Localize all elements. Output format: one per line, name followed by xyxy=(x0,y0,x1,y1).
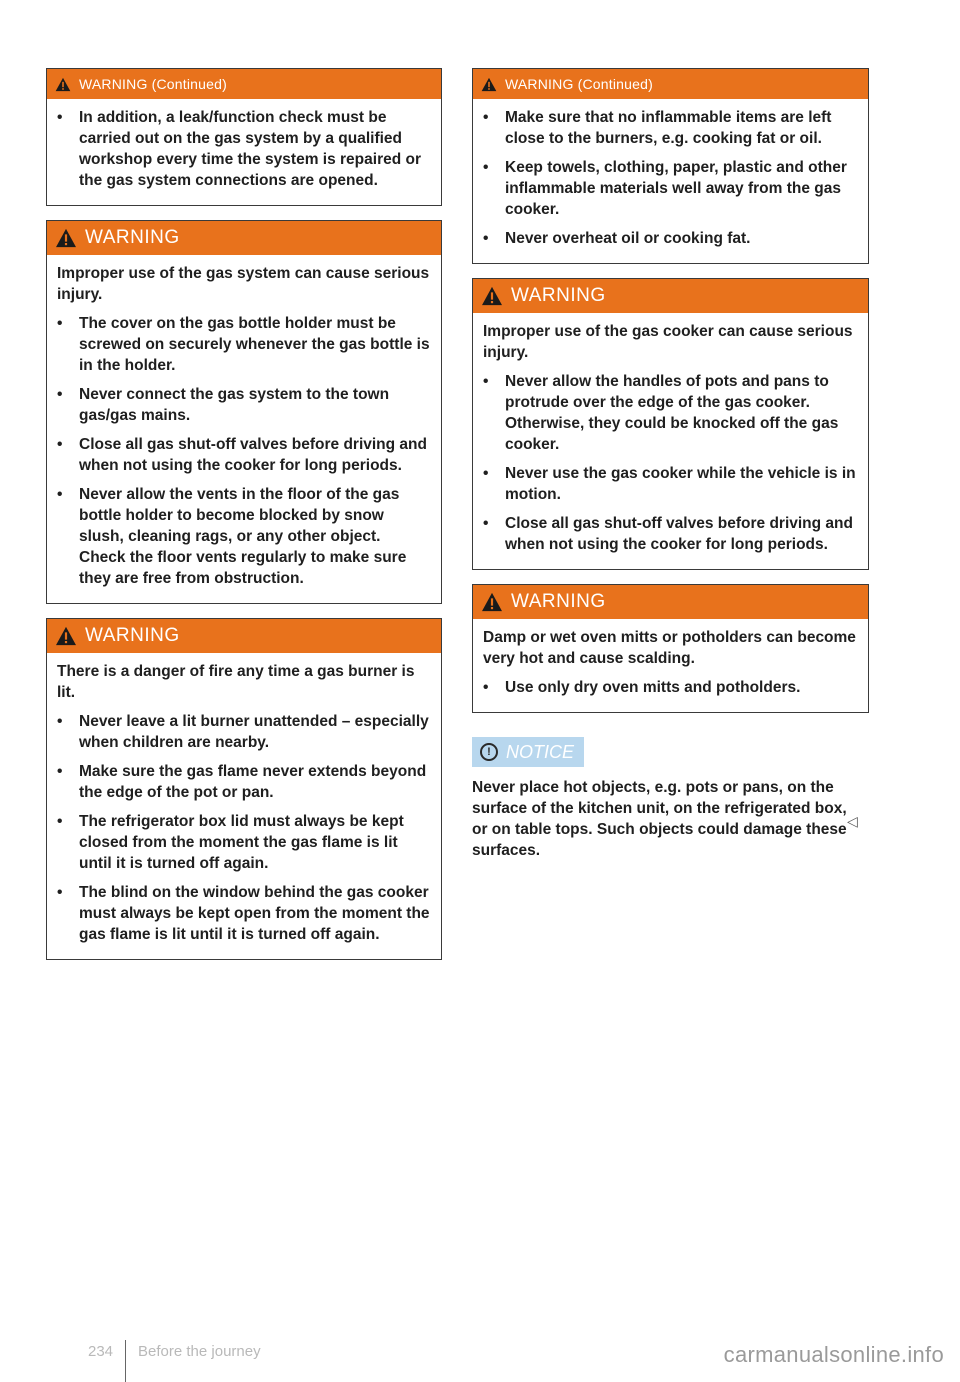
warning-header-label: WARNING xyxy=(85,227,180,248)
warning-header xyxy=(473,69,868,99)
warning-box-scalding xyxy=(472,584,869,713)
warning-bullet: • Never use the gas cooker while the vehicle is in motion. xyxy=(483,465,856,503)
warning-intro: Damp or wet oven mitts or potholders can become very hot and cause scalding. xyxy=(483,629,856,667)
page-number: 234 xyxy=(88,1342,114,1360)
warning-header-label: WARNING (Continued) xyxy=(505,76,653,92)
warning-header-label: WARNING xyxy=(511,591,606,612)
warning-bullet: • Never connect the gas system to the town gas/gas mains. xyxy=(57,386,390,424)
warning-bullet: • Never leave a lit burner unattended – especially when children are nearby. xyxy=(57,713,429,751)
warning-bullet: • The blind on the window behind the gas cooker must always be kept open from the moment the gas flame is lit until it is turned off again. xyxy=(57,884,430,943)
warning-box-continued xyxy=(46,68,442,206)
warning-intro: Improper use of the gas cooker can cause serious injury. xyxy=(483,323,853,361)
right-column xyxy=(472,68,869,861)
warning-bullet: • Close all gas shut-off valves before driving and when not using the cooker for long periods. xyxy=(483,515,853,553)
warning-bullet: • Close all gas shut-off valves before driving and when not using the cooker for long periods. xyxy=(57,436,427,474)
info-circle-icon: ! xyxy=(480,743,498,761)
warning-bullet: • In addition, a leak/function check must be carried out on the gas system by a qualified workshop every time the system is repaired or the gas system connections are opened. xyxy=(57,109,421,189)
warning-header-label: WARNING xyxy=(85,625,180,646)
warning-box-gas-system xyxy=(46,220,442,604)
section-title: Before the journey xyxy=(138,1342,261,1360)
warning-bullet: • Never allow the handles of pots and pans to protrude over the edge of the gas cooker. Otherwise, they could be knocked off the gas cooker. xyxy=(483,373,839,453)
warning-bullet: • Never overheat oil or cooking fat. xyxy=(483,230,751,247)
warning-box-gas-cooker xyxy=(472,278,869,570)
warning-bullet: • Keep towels, clothing, paper, plastic and other inflammable materials well away from the gas cooker. xyxy=(483,159,847,218)
warning-triangle-icon xyxy=(481,592,503,612)
warning-bullet: • The refrigerator box lid must always be kept closed from the moment the gas flame is lit until it is turned off again. xyxy=(57,813,404,872)
warning-triangle-icon xyxy=(481,77,497,92)
warning-bullet: • Make sure the gas flame never extends beyond the edge of the pot or pan. xyxy=(57,763,427,801)
warning-bullet: • Make sure that no inflammable items are left close to the burners, e.g. cooking fat or oil. xyxy=(483,109,832,147)
warning-header xyxy=(473,279,868,313)
warning-triangle-icon xyxy=(481,286,503,306)
warning-box-fire xyxy=(46,618,442,960)
warning-triangle-icon xyxy=(55,626,77,646)
warning-header xyxy=(47,221,441,255)
warning-triangle-icon xyxy=(55,228,77,248)
warning-box-continued xyxy=(472,68,869,264)
page-footer xyxy=(88,1330,261,1372)
warning-header-label: WARNING (Continued) xyxy=(79,76,227,92)
notice-text: Never place hot objects, e.g. pots or pans, on the surface of the kitchen unit, on the refrigerated box, or on table tops. Such objects could damage these surfaces. xyxy=(472,779,847,859)
left-column xyxy=(46,68,442,974)
warning-header xyxy=(473,585,868,619)
warning-triangle-icon xyxy=(55,77,71,92)
warning-bullet: • Use only dry oven mitts and potholders. xyxy=(483,679,801,696)
notice-header-label: NOTICE xyxy=(506,741,575,762)
warning-header xyxy=(47,619,441,653)
section-end-marker-icon: ◁ xyxy=(847,813,858,829)
warning-header-label: WARNING xyxy=(511,285,606,306)
warning-bullet: • Never allow the vents in the floor of the gas bottle holder to become blocked by snow slush, cleaning rags, or any other object. Check the floor vents regularly to make sure they are free from obstruction. xyxy=(57,486,407,587)
warning-bullet: • The cover on the gas bottle holder must be screwed on securely whenever the gas bottle is in the holder. xyxy=(57,315,430,374)
notice-header xyxy=(472,737,584,767)
warning-intro: There is a danger of fire any time a gas burner is lit. xyxy=(57,663,415,701)
warning-header xyxy=(47,69,441,99)
watermark: carmanualsonline.info xyxy=(723,1342,944,1367)
warning-intro: Improper use of the gas system can cause serious injury. xyxy=(57,265,430,303)
